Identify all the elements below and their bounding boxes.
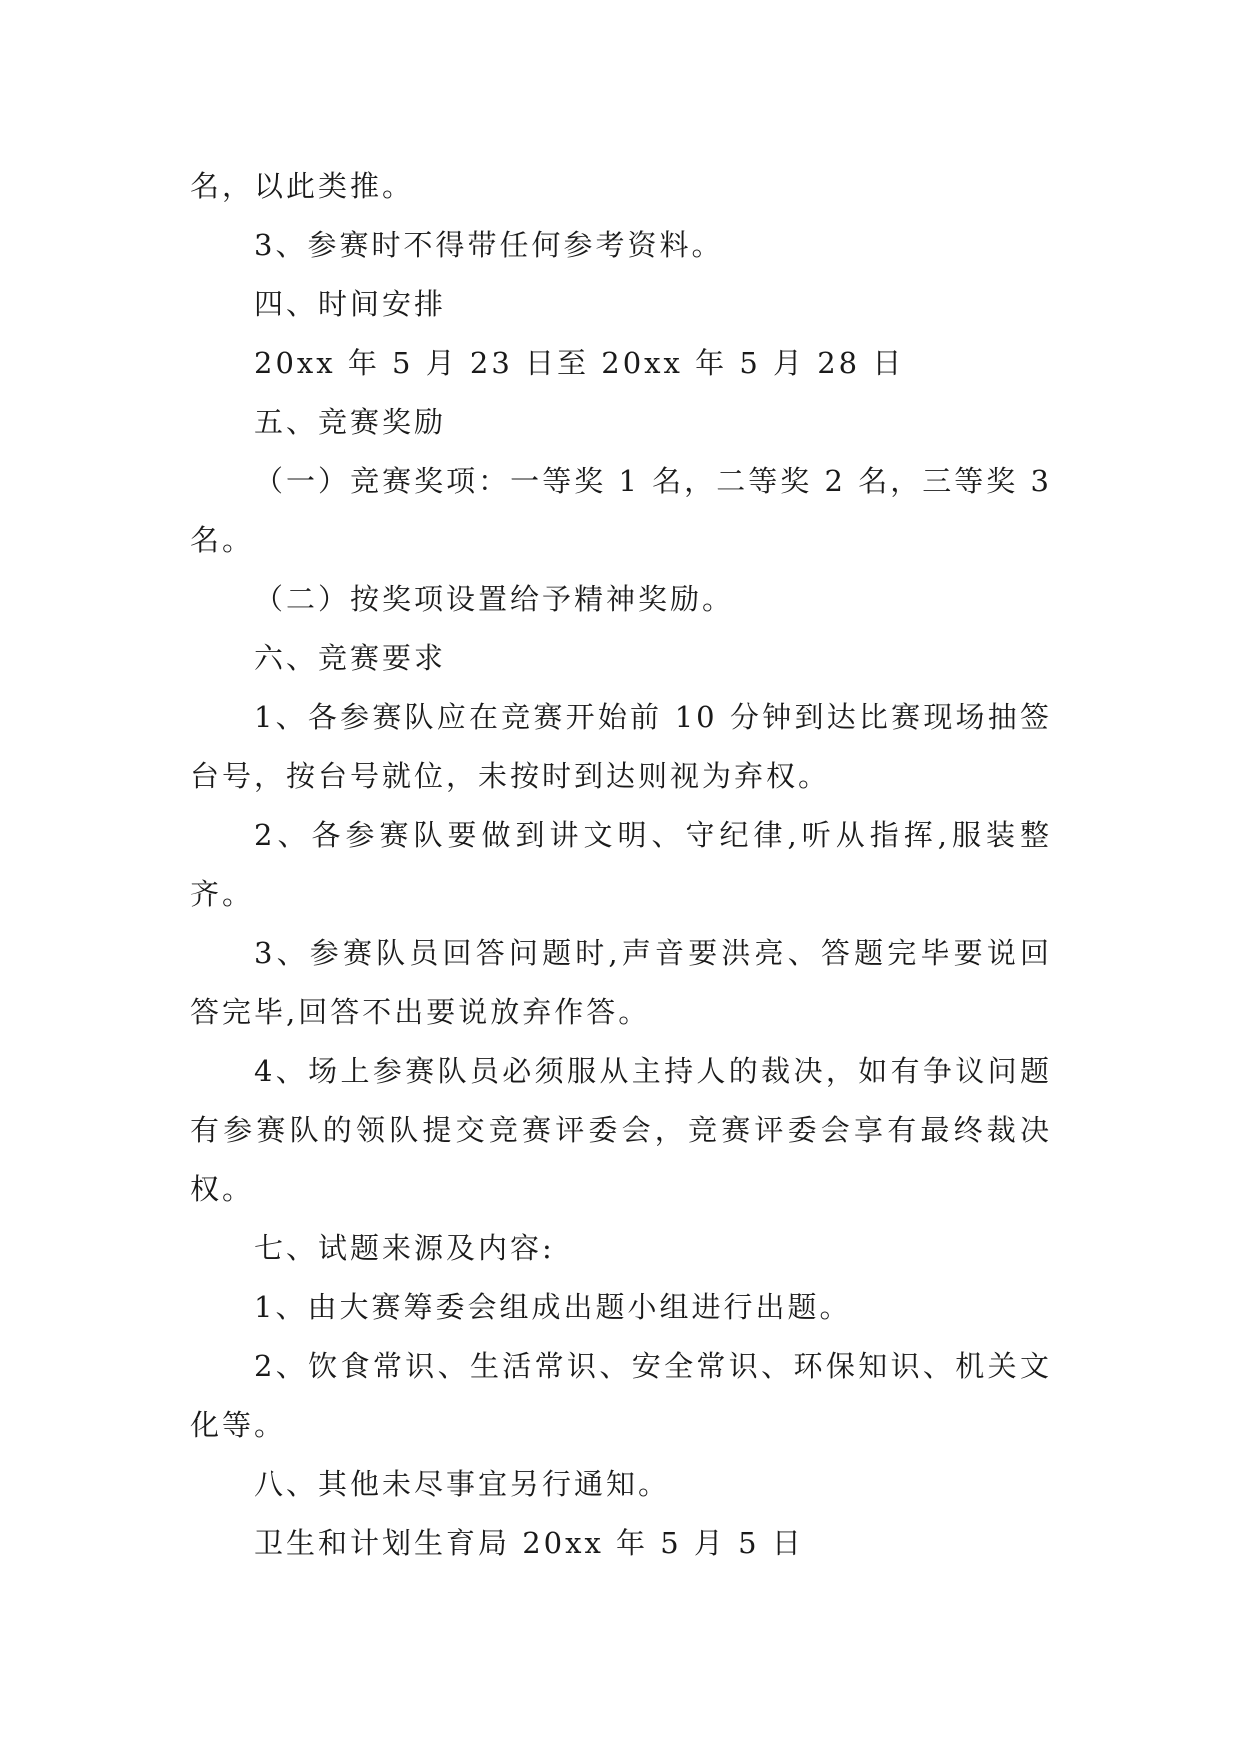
section-heading: 八、其他未尽事宜另行通知。 [254,1467,671,1501]
section-heading: 四、时间安排 [254,287,447,321]
section-heading: 六、竞赛要求 [254,641,447,675]
paragraph: 3、参赛时不得带任何参考资料。 [254,228,724,262]
paragraph: 2、饮食常识、生活常识、安全常识、环保知识、机关文化等。 [190,1349,1052,1442]
section-heading: 七、试题来源及内容: [254,1231,555,1265]
paragraph: 1、由大赛筹委会组成出题小组进行出题。 [254,1290,852,1324]
paragraph: 4、场上参赛队员必须服从主持人的裁决，如有争议问题有参赛队的领队提交竞赛评委会，竞赛评委会享有最终裁决权。 [190,1054,1052,1206]
paragraph: 名，以此类推。 [190,169,415,203]
paragraph: （一）竞赛奖项：一等奖 1 名，二等奖 2 名，三等奖 3 名。 [190,464,1052,557]
section-heading: 五、竞赛奖励 [254,405,447,439]
paragraph: 3、参赛队员回答问题时,声音要洪亮、答题完毕要说回答完毕,回答不出要说放弃作答。 [190,936,1052,1029]
paragraph: 20xx 年 5 月 23 日至 20xx 年 5 月 28 日 [254,346,905,380]
paragraph: （二）按奖项设置给予精神奖励。 [254,582,735,616]
paragraph: 1、各参赛队应在竞赛开始前 10 分钟到达比赛现场抽签台号，按台号就位，未按时到达则视为弃权。 [190,700,1052,793]
signature-date: 卫生和计划生育局 20xx 年 5 月 5 日 [254,1526,804,1560]
paragraph: 2、各参赛队要做到讲文明、守纪律,听从指挥,服装整齐。 [190,818,1052,911]
document-body [190,157,1052,1573]
